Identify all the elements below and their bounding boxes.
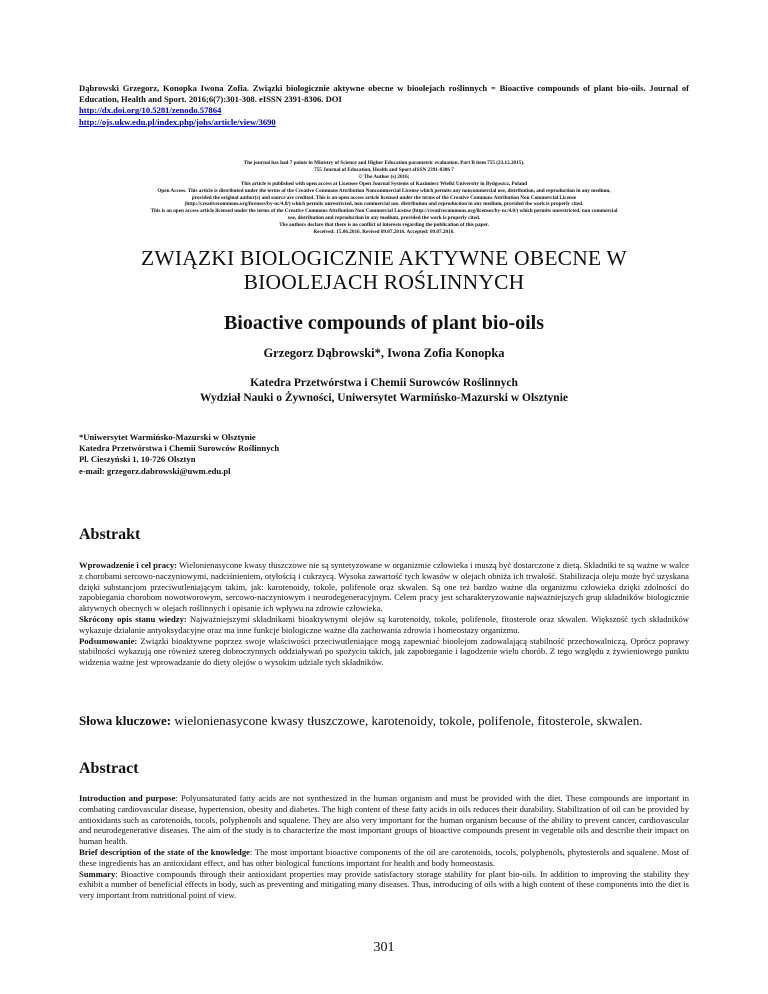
abstrakt-state-label: Skrócony opis stanu wiedzy:	[79, 613, 187, 624]
doi-link[interactable]: http://dx.doi.org/10.5281/zenodo.57864	[79, 105, 222, 116]
journal-info-line: The journal has had 7 points in Ministry of Science and Higher Education parametric evaluation. Part B item 755 (23.12.2015).	[243, 160, 525, 166]
citation-text: Dąbrowski Grzegorz, Konopka Iwona Zofia. Związki biologicznie aktywne obecne w bioolejach roślinnych = Bioactive compounds of plant bio-oils. Journal of Education, Health and Sport. 2016;6(7):301-308. eISSN 2391-8306. DOI	[79, 83, 689, 105]
abstract-state-label: Brief description of the state of the knowledge	[79, 846, 250, 857]
abstract-intro-label: Introduction and purpose	[79, 793, 176, 803]
authors: Grzegorz Dąbrowski*, Iwona Zofia Konopka	[263, 346, 505, 360]
journal-info-line: use, distribution and reproduction in any medium, provided the work is properly cited.	[287, 215, 481, 222]
abstrakt-body	[79, 560, 689, 668]
journal-info-line: This is an open access article licensed under the terms of the Creative Commons Attribution Non Commercial License (http://creativecommons.org/licenses/by-nc/4.0/) which permits unrestricted, non commercial	[150, 208, 618, 215]
keywords-label: Słowa kluczowe:	[79, 713, 172, 728]
journal-info-line: 755 Journal of Education, Health and Sport eISSN 2391-8306 7	[314, 166, 454, 173]
abstract-summary-text: : Bioactive compounds through their antioxidant properties may provide satisfactory storage stability for plant bio-oils. In addition to improving the stability they exhibit a number of beneficial effects in body, such as preventing and mitigating many diseases. Thus, introducing of oils with a high content of these components into the diet is very important from nutritional point of view.	[79, 868, 689, 901]
abstract-summary-label: Summary	[79, 868, 116, 879]
page-number: 301	[373, 940, 395, 955]
abstrakt-heading: Abstrakt	[79, 526, 141, 543]
title-polish-line: BIOOLEJACH ROŚLINNYCH	[243, 270, 525, 294]
abstract-intro-text: : Polyunsaturated fatty acids are not synthesized in the human organism and must be provided with the diet. These compounds are important in combating cardiovascular disease, hypertension, obesity and diabetes. The high content of these fatty acids in oils reduces their durability. Stabilization of oil can be provided by antioxidants such as carotenoids, tocols, polyphenols and squalene. They are also very important for the human organism because of the ability to prevent cancer, cardiovascular and neurodegenerative diseases. The aim of the study is to characterize the most important groups of bioactive compounds present in vegetable oils and describe their impact on human health.	[79, 793, 689, 847]
ojs-link[interactable]: http://ojs.ukw.edu.pl/index.php/johs/article/view/3690	[79, 116, 276, 127]
journal-info-line: The authors declare that there is no conflict of interests regarding the publication of this paper.	[279, 222, 489, 229]
keywords	[79, 713, 689, 729]
abstrakt-intro-text: Wielonienasycone kwasy tłuszczowe nie są syntetyzowane w organizmie człowieka i muszą być dostarczone z dietą. Składniki te są ważne w walce z chorobami sercowo-naczyniowymi, nadciśnieniem, otyłością i cukrzycą. Wysoka zawartość tych kwasów w olejach obniża ich trwałość. Stabilizacja oleju może być uzyskana dzięki substancjom przeciwutleniającym takim, jak: karotenoidy, tokole, polifenole oraz skwalen. Są one też bardzo ważne dla organizmu człowieka dzięki zdolności do zapobiegania chorobom nowotworowym, sercowo-naczyniowym i neurodegeneracyjnym. Celem pracy jest scharakteryzowanie najważniejszych grup składników biologicznie aktywnych obecnych w olejach roślinnych i opisanie ich wpływu na zdrowie człowieka.	[79, 560, 689, 614]
title-polish	[60, 246, 708, 294]
address-line: Katedra Przetwórstwa i Chemii Surowców Roślinnych	[79, 443, 280, 454]
journal-info-line: © The Author (s) 2016;	[358, 173, 410, 180]
abstrakt-summary-label: Podsumowanie:	[79, 635, 138, 646]
title-polish-line: ZWIĄZKI BIOLOGICZNIE AKTYWNE OBECNE W	[141, 246, 627, 270]
journal-info-line: Received: 15.06.2016. Revised 09.07.2016. Accepted: 09.07.2016.	[313, 229, 455, 236]
journal-info-line: Open Access. This article is distributed under the terms of the Creative Commons Attribution Noncommercial License which permits any noncommercial use, distribution, and reproduction in any medium,	[157, 187, 611, 194]
citation-block	[79, 83, 689, 128]
abstract-heading: Abstract	[79, 760, 139, 777]
keywords-text: wielonienasycone kwasy tłuszczowe, karotenoidy, tokole, polifenole, fitosterole, skwalen.	[171, 713, 643, 728]
abstrakt-intro-label: Wprowadzenie i cel pracy:	[79, 560, 178, 570]
address-line: *Uniwersytet Warmińsko-Mazurski w Olsztynie	[79, 432, 256, 442]
affiliation-line: Katedra Przetwórstwa i Chemii Surowców Roślinnych	[250, 377, 518, 389]
abstrakt-summary-text: Związki bioaktywne poprzez swoje właściwości przeciwutleniające mogą zapewniać bioolejom zadowalającą stabilność przechowalniczą. Oprócz poprawy stabilności wykazują one również szereg dobroczynnych oddziaływań po spożyciu takich, jak zapobieganie i łagodzenie wielu chorób. Z tego względu z żywieniowego punktu widzenia ważne jest wprowadzanie do diety olejów o wysokim udziale tych składników.	[79, 635, 689, 668]
address-line: Pl. Cieszyński 1, 10-726 Olsztyn	[79, 454, 196, 465]
journal-info	[60, 160, 708, 236]
affiliation-line: Wydział Nauki o Żywności, Uniwersytet Warmińsko-Mazurski w Olsztynie	[199, 392, 568, 404]
abstrakt-state-text: Najważniejszymi składnikami bioaktywnymi olejów są karotenoidy, tokole, polifenole, fitosterole oraz skwalen. Większość tych składników wykazuje działanie antyoksydacyjne oraz ma inne funkcje biologiczne ważne dla zachowania zdrowia i homeostazy organizmu.	[79, 613, 689, 635]
affiliation	[60, 376, 708, 406]
abstract-state-text: : The most important bioactive components of the oil are carotenoids, tocols, polyphenols, phytosterols and squalene. Most of these ingredients has an antioxidant effect, and has other biological functions important for health and body homeostasis.	[79, 846, 689, 868]
address-email: e-mail: grzegorz.dabrowski@uwm.edu.pl	[79, 465, 231, 476]
journal-info-line: provided the original author(s) and source are credited. This is an open access article licensed under the terms of the Creative Commons Attribution Non Commercial License	[191, 194, 577, 201]
abstract-body	[79, 793, 689, 901]
title-english: Bioactive compounds of plant bio-oils	[223, 312, 545, 334]
journal-info-line: (http://creativecommons.org/licenses/by-nc/4.0/) which permits unrestricted, non commercial use, distribution and reproduction in any medium, provided the work is properly cited.	[184, 201, 584, 208]
journal-info-line: This article is published with open access at Licensee Open Journal Systems of Kazimierz Wielki University in Bydgoszcz, Poland	[240, 180, 528, 187]
correspondence-address	[79, 432, 479, 477]
